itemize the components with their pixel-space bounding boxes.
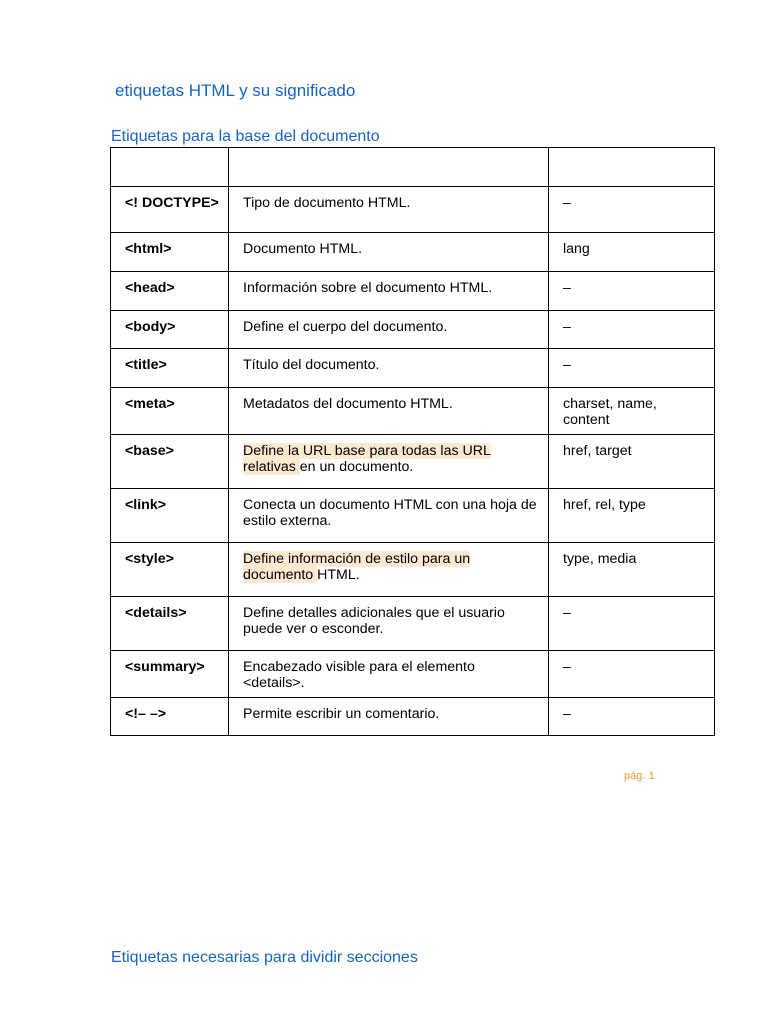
description-cell: Permite escribir un comentario. <box>229 698 549 736</box>
tag-cell: <meta> <box>111 388 229 435</box>
tag-cell: <details> <box>111 597 229 651</box>
tag-cell: <html> <box>111 233 229 272</box>
description-text: HTML. <box>317 567 360 583</box>
description-cell: Metadatos del documento HTML. <box>229 388 549 435</box>
tag-cell: <body> <box>111 311 229 349</box>
tag-cell: <summary> <box>111 651 229 698</box>
table-row <box>111 311 715 349</box>
description-cell: Tipo de documento HTML. <box>229 187 549 233</box>
header-cell <box>111 148 229 187</box>
tag-cell: <style> <box>111 543 229 597</box>
description-cell <box>229 435 549 489</box>
document-title: etiquetas HTML y su significado <box>115 81 356 100</box>
tag-cell: <! DOCTYPE> <box>111 187 229 233</box>
page-number: pág. 1 <box>624 770 655 782</box>
description-cell: Define el cuerpo del documento. <box>229 311 549 349</box>
table-row <box>111 233 715 272</box>
description-cell: Información sobre el documento HTML. <box>229 272 549 311</box>
attributes-cell: – <box>549 349 715 388</box>
highlighted-text: Define la URL base para todas las URL relativas <box>243 443 491 475</box>
table-row <box>111 272 715 311</box>
description-cell: Define detalles adicionales que el usuario puede ver o esconder. <box>229 597 549 651</box>
table-row <box>111 597 715 651</box>
description-cell: Encabezado visible para el elemento <details>. <box>229 651 549 698</box>
table-row <box>111 698 715 736</box>
attributes-cell: lang <box>549 233 715 272</box>
description-cell: Documento HTML. <box>229 233 549 272</box>
attributes-cell: – <box>549 272 715 311</box>
description-cell: Conecta un documento HTML con una hoja de estilo externa. <box>229 489 549 543</box>
attributes-cell: – <box>549 187 715 233</box>
tags-table <box>110 147 715 736</box>
attributes-cell: – <box>549 651 715 698</box>
description-cell: Título del documento. <box>229 349 549 388</box>
table-row <box>111 651 715 698</box>
section-title-base: Etiquetas para la base del documento <box>111 128 380 145</box>
attributes-cell: charset, name, content <box>549 388 715 435</box>
table-row <box>111 435 715 489</box>
header-cell <box>229 148 549 187</box>
attributes-cell: href, rel, type <box>549 489 715 543</box>
attributes-cell: href, target <box>549 435 715 489</box>
attributes-cell: type, media <box>549 543 715 597</box>
tag-cell: <link> <box>111 489 229 543</box>
table-header-row <box>111 148 715 187</box>
tag-cell: <head> <box>111 272 229 311</box>
table-row <box>111 388 715 435</box>
section-title-sections: Etiquetas necesarias para dividir secciones <box>111 949 418 966</box>
table-row <box>111 187 715 233</box>
highlighted-text: Define información de estilo para un documento <box>243 551 471 583</box>
attributes-cell: – <box>549 698 715 736</box>
description-text: en un documento. <box>299 459 414 475</box>
table-row <box>111 349 715 388</box>
attributes-cell: – <box>549 597 715 651</box>
tag-cell: <title> <box>111 349 229 388</box>
header-cell <box>549 148 715 187</box>
table-row <box>111 543 715 597</box>
attributes-cell: – <box>549 311 715 349</box>
description-cell <box>229 543 549 597</box>
table-row <box>111 489 715 543</box>
tag-cell: <!– –> <box>111 698 229 736</box>
tag-cell: <base> <box>111 435 229 489</box>
